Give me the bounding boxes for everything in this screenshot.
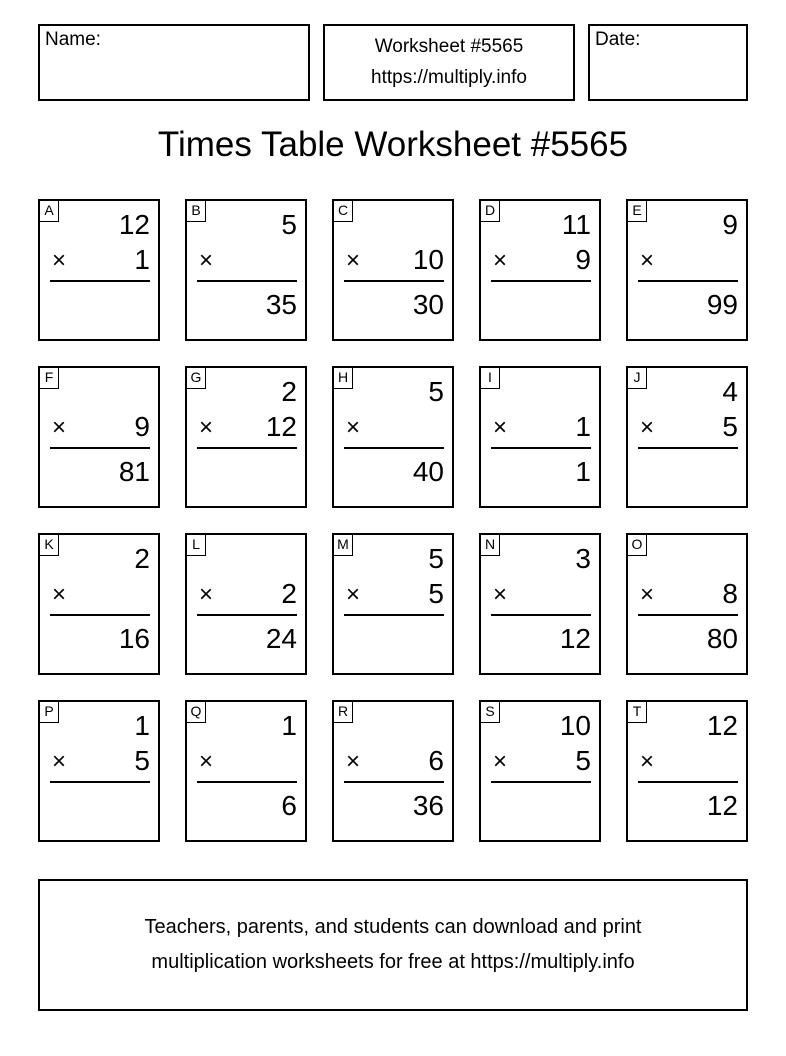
top-number: 3 [575, 543, 591, 574]
problem-box-m [332, 533, 454, 675]
multiply-sign: × [640, 581, 655, 608]
problem-box-n [479, 533, 601, 675]
answer-line [344, 280, 444, 282]
top-number: 1 [281, 710, 297, 741]
problem-letter: C [334, 201, 353, 222]
page-title: Times Table Worksheet #5565 [157, 125, 629, 164]
worksheet-number: Worksheet #5565 [374, 36, 524, 57]
answer-line [491, 447, 591, 449]
site-url: https://multiply.info [371, 67, 527, 88]
answer-line [197, 614, 297, 616]
top-number: 12 [706, 710, 738, 741]
multiply-sign: × [199, 414, 214, 441]
problem-letter: D [481, 201, 500, 222]
problem-letter: N [481, 535, 500, 556]
problem-letter: B [187, 201, 206, 222]
answer-line [638, 614, 738, 616]
answer-line [344, 614, 444, 616]
answer-line [491, 781, 591, 783]
answer-number: 1 [575, 456, 591, 487]
problem-box-p [38, 700, 160, 842]
bottom-number: 5 [575, 745, 591, 776]
multiply-sign: × [346, 748, 361, 775]
top-number: 1 [134, 710, 150, 741]
problem-box-l [185, 533, 307, 675]
multiply-sign: × [493, 748, 508, 775]
date-label: Date: [595, 29, 641, 50]
worksheet-info-box [323, 24, 575, 101]
bottom-number: 1 [575, 411, 591, 442]
top-number: 10 [559, 710, 591, 741]
top-number: 2 [281, 376, 297, 407]
problem-letter: F [40, 368, 59, 389]
top-number: 5 [281, 209, 297, 240]
answer-line [50, 614, 150, 616]
name-field[interactable] [38, 24, 310, 101]
multiply-sign: × [640, 247, 655, 274]
answer-line [491, 280, 591, 282]
top-number: 12 [118, 209, 150, 240]
problem-letter: R [334, 702, 353, 723]
problem-letter: I [481, 368, 500, 389]
problem-letter: O [628, 535, 647, 556]
top-number: 5 [428, 376, 444, 407]
answer-number: 35 [265, 289, 297, 320]
problem-box-k [38, 533, 160, 675]
multiply-sign: × [640, 748, 655, 775]
answer-line [50, 781, 150, 783]
answer-line [638, 781, 738, 783]
problem-box-c [332, 199, 454, 341]
answer-number: 99 [706, 289, 738, 320]
problem-letter: T [628, 702, 647, 723]
answer-number: 81 [118, 456, 150, 487]
bottom-number: 1 [134, 244, 150, 275]
multiply-sign: × [493, 247, 508, 274]
top-number: 2 [134, 543, 150, 574]
problem-box-i [479, 366, 601, 508]
multiply-sign: × [199, 247, 214, 274]
problem-letter: H [334, 368, 353, 389]
problem-letter: P [40, 702, 59, 723]
multiply-sign: × [199, 581, 214, 608]
multiply-sign: × [52, 247, 67, 274]
answer-number: 80 [706, 623, 738, 654]
bottom-number: 5 [722, 411, 738, 442]
answer-line [50, 447, 150, 449]
multiply-sign: × [493, 414, 508, 441]
answer-number: 16 [118, 623, 150, 654]
problem-box-f [38, 366, 160, 508]
date-field[interactable] [588, 24, 748, 101]
answer-number: 24 [265, 623, 297, 654]
bottom-number: 10 [412, 244, 444, 275]
problem-letter: E [628, 201, 647, 222]
multiply-sign: × [52, 414, 67, 441]
answer-number: 36 [412, 790, 444, 821]
footer-line-1: Teachers, parents, and students can download and print [144, 916, 642, 938]
problem-box-e [626, 199, 748, 341]
multiply-sign: × [199, 748, 214, 775]
multiply-sign: × [640, 414, 655, 441]
problem-letter: A [40, 201, 59, 222]
answer-line [197, 280, 297, 282]
answer-number: 30 [412, 289, 444, 320]
answer-number: 12 [559, 623, 591, 654]
bottom-number: 8 [722, 578, 738, 609]
multiply-sign: × [346, 581, 361, 608]
answer-line [50, 280, 150, 282]
footer-line-2: multiplication worksheets for free at https://multiply.info [151, 951, 635, 973]
bottom-number: 9 [575, 244, 591, 275]
multiply-sign: × [346, 414, 361, 441]
problem-box-a [38, 199, 160, 341]
answer-line [638, 280, 738, 282]
problem-letter: M [334, 535, 353, 556]
problem-letter: Q [187, 702, 206, 723]
multiply-sign: × [346, 247, 361, 274]
problem-letter: K [40, 535, 59, 556]
problem-letter: G [187, 368, 206, 389]
problem-box-j [626, 366, 748, 508]
problem-box-t [626, 700, 748, 842]
problem-letter: L [187, 535, 206, 556]
bottom-number: 6 [428, 745, 444, 776]
answer-line [638, 447, 738, 449]
answer-line [197, 447, 297, 449]
multiply-sign: × [52, 581, 67, 608]
problem-box-r [332, 700, 454, 842]
footer-box [38, 879, 748, 1011]
answer-line [197, 781, 297, 783]
problem-letter: J [628, 368, 647, 389]
multiply-sign: × [52, 748, 67, 775]
answer-line [344, 447, 444, 449]
answer-number: 40 [412, 456, 444, 487]
answer-line [491, 614, 591, 616]
name-label: Name: [45, 29, 101, 50]
bottom-number: 2 [281, 578, 297, 609]
top-number: 4 [722, 376, 738, 407]
problem-box-d [479, 199, 601, 341]
problem-box-o [626, 533, 748, 675]
top-number: 11 [561, 209, 591, 240]
problem-letter: S [481, 702, 500, 723]
problem-box-b [185, 199, 307, 341]
top-number: 5 [428, 543, 444, 574]
top-number: 9 [722, 209, 738, 240]
answer-number: 12 [706, 790, 738, 821]
problem-box-q [185, 700, 307, 842]
bottom-number: 5 [428, 578, 444, 609]
multiply-sign: × [493, 581, 508, 608]
problem-box-h [332, 366, 454, 508]
answer-number: 6 [281, 790, 297, 821]
problem-box-g [185, 366, 307, 508]
bottom-number: 9 [134, 411, 150, 442]
bottom-number: 5 [134, 745, 150, 776]
answer-line [344, 781, 444, 783]
bottom-number: 12 [265, 411, 297, 442]
problem-box-s [479, 700, 601, 842]
